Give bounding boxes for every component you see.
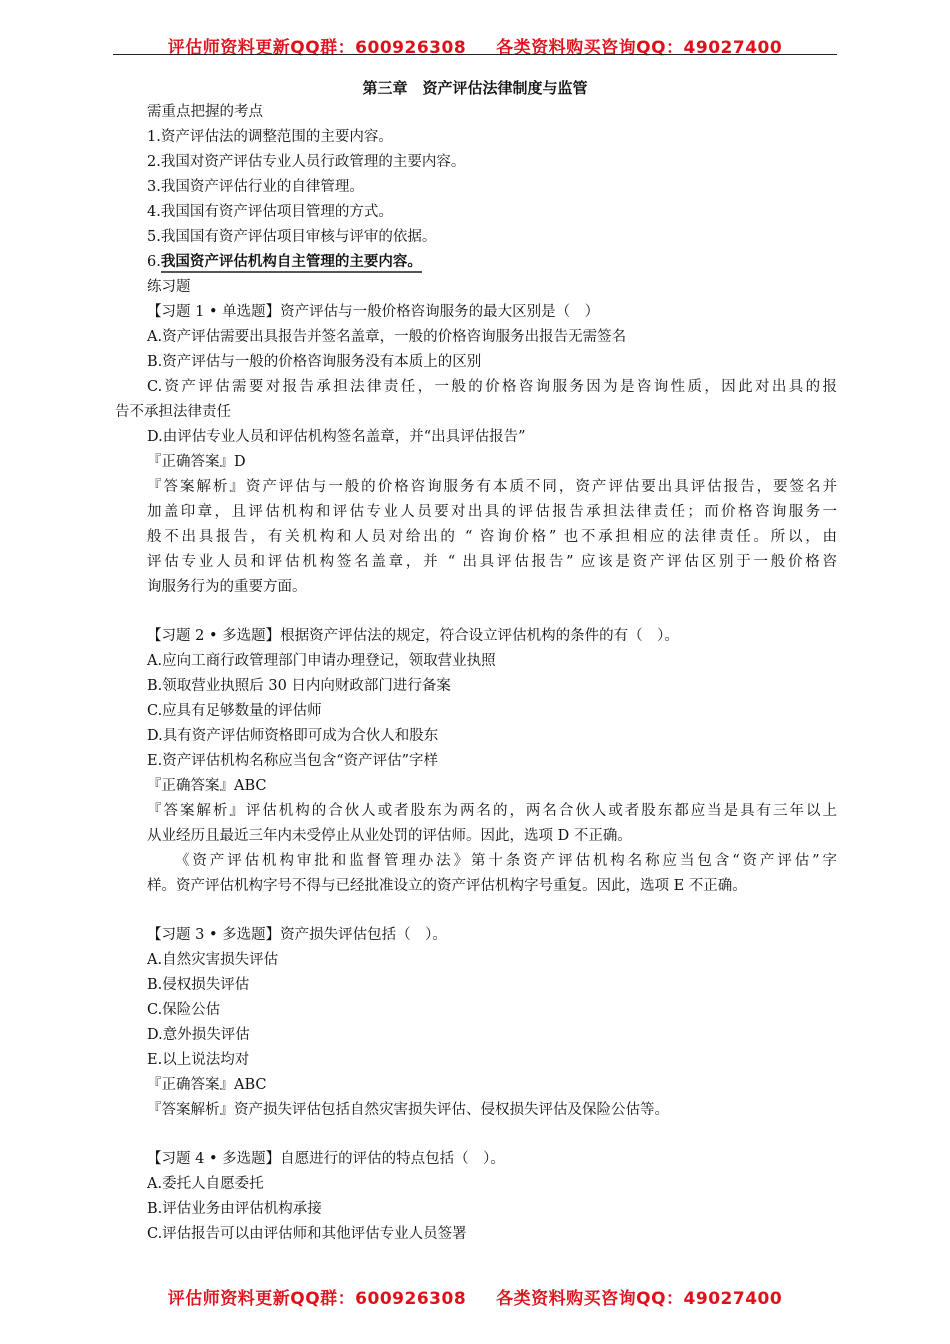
- header-rule: [113, 54, 837, 55]
- q1-stem: 【习题 1 • 单选题】资产评估与一般价格咨询服务的最大区别是（ ）: [147, 304, 600, 320]
- q3-stem: 【习题 3 • 多选题】资产损失评估包括（ ）。: [147, 927, 447, 943]
- q2-analysis-line: 『答案解析』评估机构的合伙人或者股东为两名的，两名合伙人或者股东都应当是具有三年以上: [147, 803, 837, 819]
- q3-option-d: D.意外损失评估: [147, 1027, 250, 1043]
- q3-option-a: A.自然灾害损失评估: [147, 952, 279, 968]
- q4-option-b: B.评估业务由评估机构承接: [147, 1201, 322, 1217]
- key-point-6-number: 6.: [147, 254, 161, 270]
- footer-qq-group: 评估师资料更新QQ群：600926308: [167, 1289, 467, 1309]
- q1-analysis-line: 评估专业人员和评估机构签名盖章，并 “ 出具评估报告” 应该是资产评估区别于一般价格咨: [147, 554, 837, 570]
- key-point-item: 4.我国国有资产评估项目管理的方式。: [147, 204, 393, 220]
- q1-analysis-line: 加盖印章，且评估机构和评估专业人员要对出具的评估报告承担法律责任；而价格咨询服务一: [147, 504, 837, 520]
- q3-option-e: E.以上说法均对: [147, 1052, 250, 1068]
- header-qq-group: 评估师资料更新QQ群：600926308: [167, 38, 467, 58]
- q3-option-b: B.侵权损失评估: [147, 977, 250, 993]
- q2-analysis-line: 样。资产评估机构字号不得与已经批准设立的资产评估机构字号重复。因此，选项 E 不正确。: [147, 878, 747, 894]
- q3-answer: 『正确答案』ABC: [147, 1077, 267, 1093]
- key-point-item-6: [147, 252, 422, 272]
- chapter-title: 第三章 资产评估法律制度与监管: [362, 79, 588, 97]
- q1-option-b: B.资产评估与一般的价格咨询服务没有本质上的区别: [147, 354, 482, 370]
- q1-option-c-line2: 告不承担法律责任: [115, 404, 231, 420]
- q3-analysis: 『答案解析』资产损失评估包括自然灾害损失评估、侵权损失评估及保险公估等。: [147, 1102, 669, 1118]
- q1-analysis-line: 般不出具报告，有关机构和人员对给出的 “ 咨询价格” 也不承担相应的法律责任。所以，由: [147, 529, 837, 545]
- key-points-heading: 需重点把握的考点: [147, 104, 263, 120]
- q2-option-d: D.具有资产评估师资格即可成为合伙人和股东: [147, 728, 439, 744]
- q1-analysis-line: 『答案解析』资产评估与一般的价格咨询服务有本质不同，资产评估要出具评估报告，要签名并: [147, 479, 837, 495]
- q2-option-a: A.应向工商行政管理部门申请办理登记，领取营业执照: [147, 653, 496, 669]
- q1-analysis-line: 询服务行为的重要方面。: [147, 579, 307, 595]
- key-point-item: 3.我国资产评估行业的自律管理。: [147, 179, 364, 195]
- q2-option-e: E.资产评估机构名称应当包含“资产评估”字样: [147, 753, 439, 769]
- q1-option-c-line1: C.资产评估需要对报告承担法律责任，一般的价格咨询服务因为是咨询性质，因此对出具的报: [147, 379, 837, 395]
- q2-analysis-line: 从业经历且最近三年内未受停止从业处罚的评估师。因此，选项 D 不正确。: [147, 828, 632, 844]
- q2-option-c: C.应具有足够数量的评估师: [147, 703, 322, 719]
- q4-option-c: C.评估报告可以由评估师和其他评估专业人员签署: [147, 1226, 467, 1242]
- footer-purchase-qq: 各类资料购买咨询QQ：49027400: [496, 1289, 783, 1309]
- q1-answer: 『正确答案』D: [147, 454, 246, 470]
- key-point-item: 5.我国国有资产评估项目审核与评审的依据。: [147, 229, 437, 245]
- q1-option-a: A.资产评估需要出具报告并签名盖章，一般的价格咨询服务出报告无需签名: [147, 329, 627, 345]
- q2-analysis-line: 《资产评估机构审批和监督管理办法》第十条资产评估机构名称应当包含“资产评估”字: [175, 853, 837, 869]
- key-point-item: 1.资产评估法的调整范围的主要内容。: [147, 129, 393, 145]
- header-purchase-qq: 各类资料购买咨询QQ：49027400: [496, 38, 783, 58]
- key-point-item: 2.我国对资产评估专业人员行政管理的主要内容。: [147, 154, 466, 170]
- q1-option-d: D.由评估专业人员和评估机构签名盖章，并“出具评估报告”: [147, 429, 526, 445]
- q4-stem: 【习题 4 • 多选题】自愿进行的评估的特点包括（ ）。: [147, 1151, 505, 1167]
- footer-banner: [0, 1284, 950, 1309]
- q4-option-a: A.委托人自愿委托: [147, 1176, 264, 1192]
- q2-option-b: B.领取营业执照后 30 日内向财政部门进行备案: [147, 678, 451, 694]
- q3-option-c: C.保险公估: [147, 1002, 221, 1018]
- key-point-6-emphasis: 我国资产评估机构自主管理的主要内容。: [161, 253, 422, 273]
- q2-stem: 【习题 2 • 多选题】根据资产评估法的规定，符合设立评估机构的条件的有（ ）。: [147, 628, 679, 644]
- q2-answer: 『正确答案』ABC: [147, 778, 267, 794]
- exercises-heading: 练习题: [147, 279, 191, 295]
